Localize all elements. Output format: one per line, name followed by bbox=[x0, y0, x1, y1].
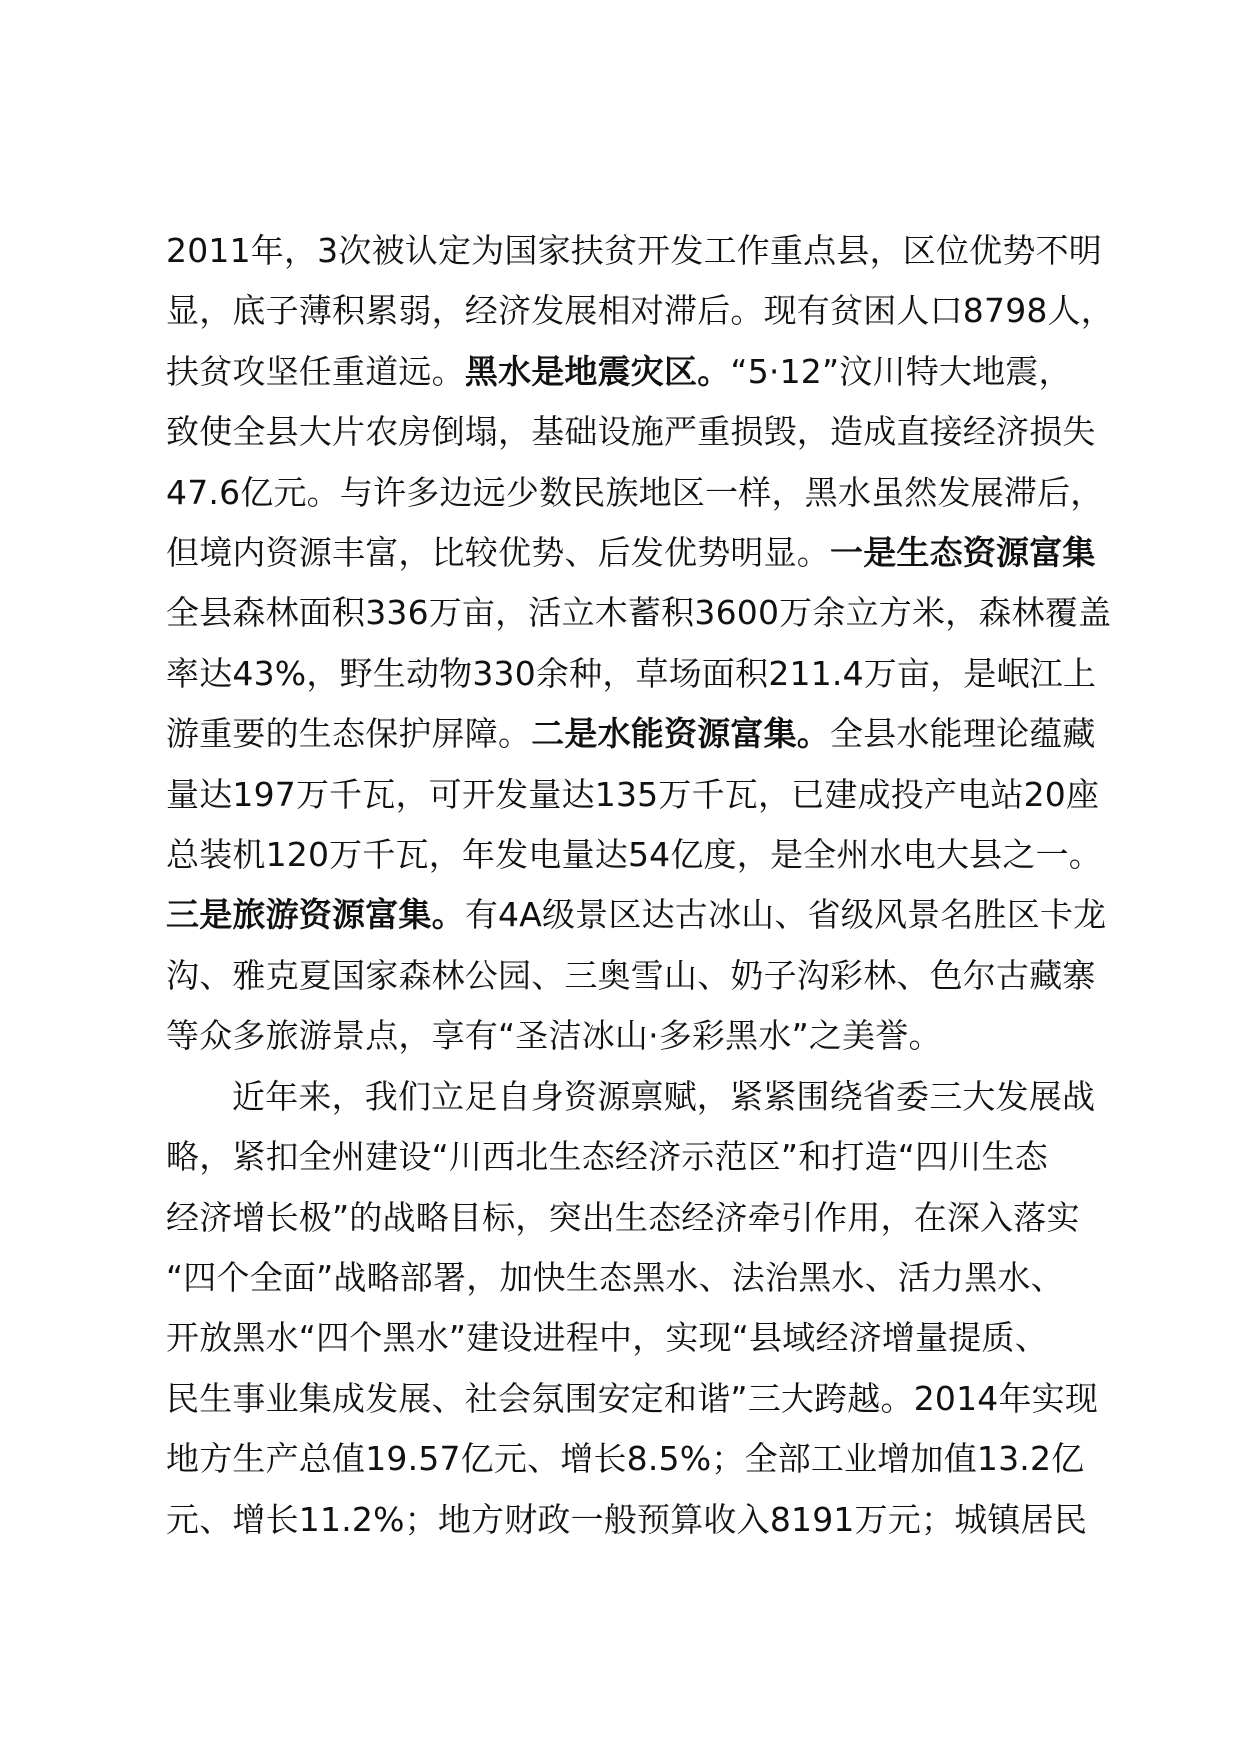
text-line: 致使全县大片农房倒塌，基础设施严重损毁，造成直接经济损失 bbox=[166, 412, 1096, 452]
bold-heading-ecology: 一是生态资源富集 bbox=[830, 533, 1096, 573]
bold-heading-earthquake-zone: 黑水是地震灾区。 bbox=[464, 351, 731, 391]
text-line: 全县森林面积336万亩，活立木蓄积3600万余立方米，森林覆盖 bbox=[166, 593, 1112, 633]
paragraph-2 bbox=[166, 1067, 1126, 1550]
body-text bbox=[166, 221, 1126, 1550]
text-line: 开放黑水“四个黑水”建设进程中，实现“县域经济增量提质、 bbox=[166, 1318, 1048, 1358]
bold-heading-tourism: 三是旅游资源富集。 bbox=[166, 895, 465, 935]
text-run: 有4A级景区达古冰山、省级风景名胜区卡龙 bbox=[464, 895, 1107, 935]
text-line bbox=[166, 523, 1126, 583]
text-line: 2011年，3次被认定为国家扶贫开发工作重点县，区位优势不明 bbox=[166, 231, 1102, 270]
text-run: “5·12”汶川特大地震， bbox=[730, 351, 1072, 391]
text-line: “四个全面”战略部署，加快生态黑水、法治黑水、活力黑水、 bbox=[166, 1257, 1064, 1297]
paragraph-1 bbox=[166, 221, 1126, 1067]
text-line: 沟、雅克夏国家森林公园、三奥雪山、奶子沟彩林、色尔古藏寨 bbox=[166, 955, 1096, 995]
text-line: 略，紧扣全州建设“川西北生态经济示范区”和打造“四川生态 bbox=[166, 1137, 1048, 1177]
text-line-indented: 近年来，我们立足自身资源禀赋，紧紧围绕省委三大发展战 bbox=[232, 1076, 1096, 1116]
text-run: 但境内资源丰富，比较优势、后发优势明显。 bbox=[166, 533, 830, 573]
text-line: 47.6亿元。与许多边远少数民族地区一样，黑水虽然发展滞后， bbox=[166, 472, 1104, 512]
text-line: 元、增长11.2%；地方财政一般预算收入8191万元；城镇居民 bbox=[166, 1499, 1088, 1539]
text-line bbox=[166, 704, 1126, 764]
bold-heading-hydropower: 二是水能资源富集。 bbox=[531, 714, 831, 754]
text-line: 显，底子薄积累弱，经济发展相对滞后。现有贫困人口8798人， bbox=[166, 291, 1114, 331]
text-line: 量达197万千瓦，可开发量达135万千瓦，已建成投产电站20座 bbox=[166, 774, 1100, 814]
text-run: 游重要的生态保护屏障。 bbox=[166, 714, 532, 754]
text-run: 扶贫攻坚任重道远。 bbox=[166, 351, 465, 391]
text-line: 等众多旅游景点，享有“圣洁冰山·多彩黑水”之美誉。 bbox=[166, 1016, 942, 1056]
text-line: 率达43%，野生动物330余种，草场面积211.4万亩，是岷江上 bbox=[166, 653, 1097, 693]
text-line: 总装机120万千瓦，年发电量达54亿度，是全州水电大县之一。 bbox=[166, 835, 1102, 875]
text-line bbox=[166, 885, 1126, 945]
text-line bbox=[166, 342, 1126, 402]
text-line: 民生事业集成发展、社会氛围安定和谐”三大跨越。2014年实现 bbox=[166, 1378, 1099, 1418]
text-line: 经济增长极”的战略目标，突出生态经济牵引作用，在深入落实 bbox=[166, 1197, 1080, 1237]
text-run: 全县水能理论蕴藏 bbox=[830, 714, 1096, 754]
text-line: 地方生产总值19.57亿元、增长8.5%；全部工业增加值13.2亿 bbox=[166, 1439, 1085, 1479]
